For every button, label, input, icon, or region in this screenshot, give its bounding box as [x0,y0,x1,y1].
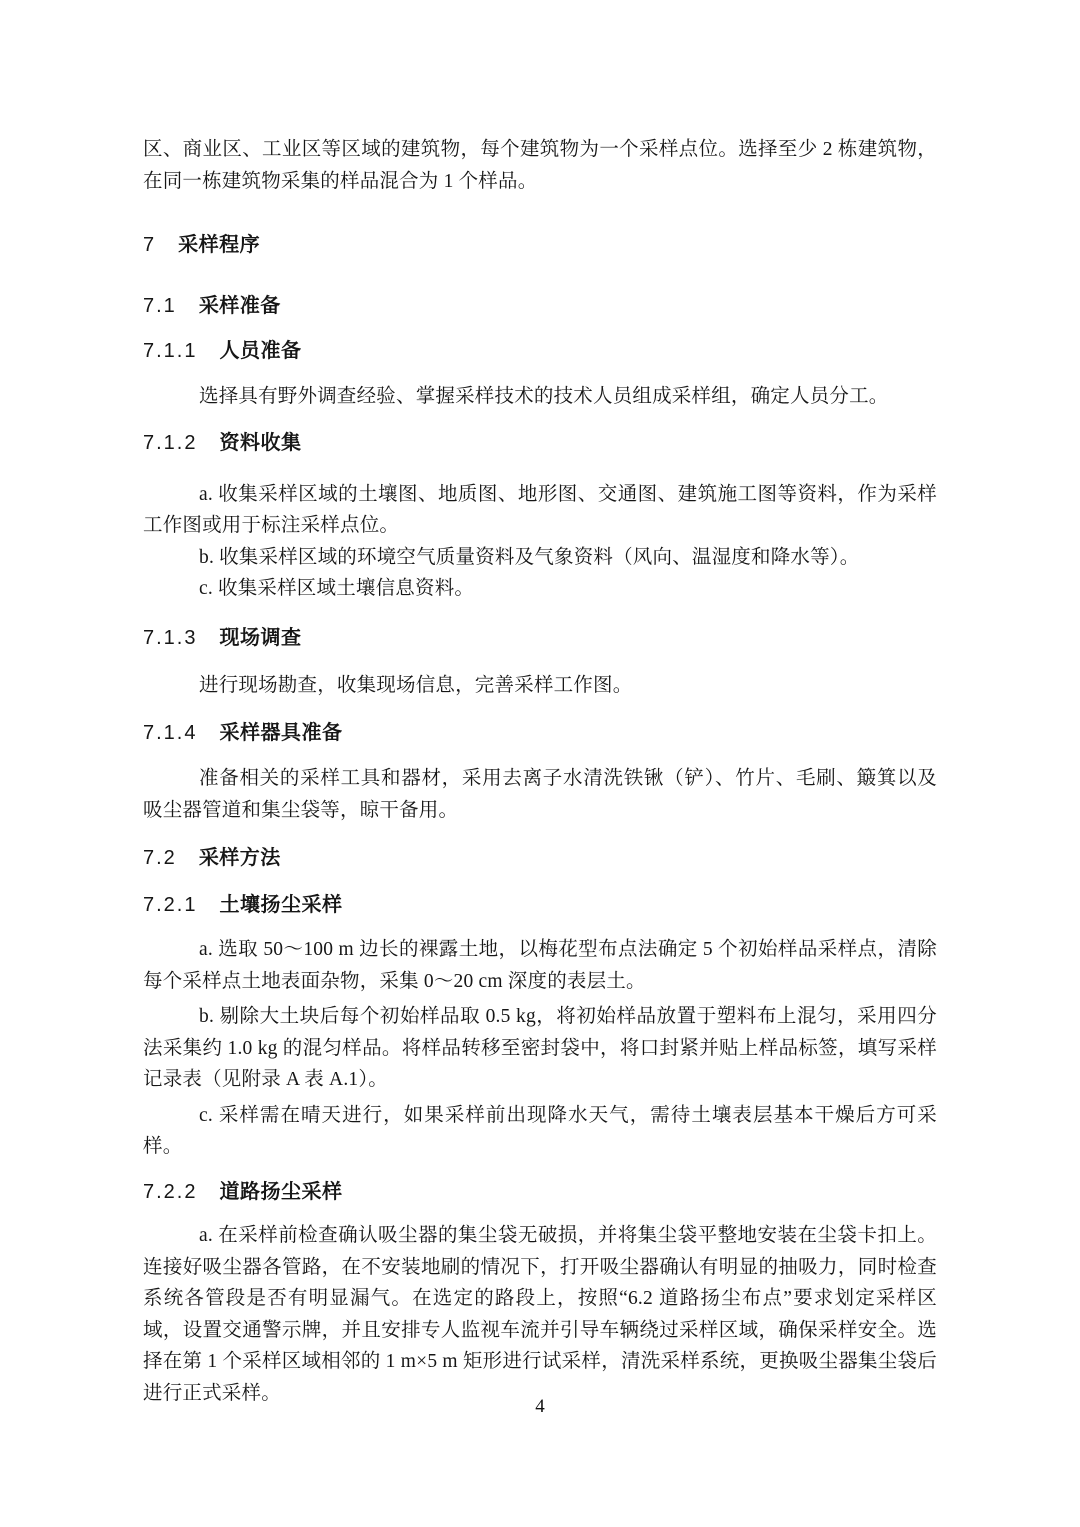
section-heading-7-1 [143,291,937,323]
subsection-heading-7-1-3 [143,623,937,655]
chapter-heading-7 [143,230,937,262]
subsection-heading-7-1-2 [143,428,937,460]
heading-title: 采样器具准备 [219,721,343,744]
paragraph-item-b: b. 剔除大土块后每个初始样品取 0.5 kg，将初始样品放置于塑料布上混匀，采用四分法采集约 1.0 kg 的混匀样品。将样品转移至密封袋中，将口封紧并贴上样品标签，填写采样记录表（见附录 A 表 A.1）。 [143,1006,937,1090]
heading-title: 采样程序 [178,234,261,256]
heading-number: 7.1.3 [143,626,198,649]
heading-title: 现场调查 [219,626,302,649]
document-content [143,134,937,1409]
subsection-heading-7-2-2 [143,1177,937,1209]
subsection-heading-7-1-4 [143,718,937,750]
heading-title: 土壤扬尘采样 [219,893,343,916]
heading-number: 7 [143,234,157,256]
subsection-heading-7-1-1 [143,336,937,368]
paragraph-item-a: a. 收集采样区域的土壤图、地质图、地形图、交通图、建筑施工图等资料，作为采样工作图或用于标注采样点位。 [143,483,937,536]
paragraph: 进行现场勘查，收集现场信息，完善采样工作图。 [199,675,633,696]
subsection-heading-7-2-1 [143,890,937,922]
paragraph-item-a: a. 在采样前检查确认吸尘器的集尘袋无破损，并将集尘袋平整地安装在尘袋卡扣上。连接好吸尘器各管路，在不安装地刷的情况下，打开吸尘器确认有明显的抽吸力，同时检查系统各管段是否有明显漏气。在选定的路段上，按照“6.2 道路扬尘布点”要求划定采样区域，设置交通警示牌，并且安排专人监视车流并引导车辆绕过采样区域，确保采样安全。选择在第 1 个采样区域相邻的 1 m×5 m 矩形进行试采样，清洗采样系统，更换吸尘器集尘袋后进行正式采样。 [143,1225,937,1404]
heading-title: 采样方法 [198,847,281,869]
heading-number: 7.1.2 [143,432,198,454]
paragraph-item-c: c. 收集采样区域土壤信息资料。 [199,578,475,599]
paragraph: 准备相关的采样工具和器材，采用去离子水清洗铁锹（铲）、竹片、毛刷、簸箕以及吸尘器管道和集尘袋等，晾干备用。 [143,768,937,821]
paragraph-item-b: b. 收集采样区域的环境空气质量资料及气象资料（风向、温湿度和降水等）。 [199,546,860,568]
paragraph-item-c: c. 采样需在晴天进行，如果采样前出现降水天气，需待土壤表层基本干燥后方可采样。 [143,1104,937,1157]
heading-number: 7.2.1 [143,893,198,916]
heading-title: 道路扬尘采样 [219,1180,343,1203]
heading-title: 采样准备 [198,294,281,317]
paragraph-continuation: 区、商业区、工业区等区域的建筑物，每个建筑物为一个采样点位。选择至少 2 栋建筑物，在同一栋建筑物采集的样品混合为 1 个样品。 [143,139,937,192]
page-number: 4 [535,1396,545,1417]
heading-title: 人员准备 [219,340,302,362]
paragraph: 选择具有野外调查经验、掌握采样技术的技术人员组成采样组，确定人员分工。 [199,385,889,407]
heading-number: 7.2 [143,847,177,869]
paragraph-item-a: a. 选取 50～100 m 边长的裸露土地，以梅花型布点法确定 5 个初始样品采样点，清除每个采样点土地表面杂物，采集 0～20 cm 深度的表层土。 [143,939,937,992]
heading-title: 资料收集 [219,432,302,454]
heading-number: 7.1 [143,294,177,317]
heading-number: 7.2.2 [143,1180,198,1203]
heading-number: 7.1.1 [143,340,198,362]
heading-number: 7.1.4 [143,721,198,744]
section-heading-7-2 [143,843,937,875]
